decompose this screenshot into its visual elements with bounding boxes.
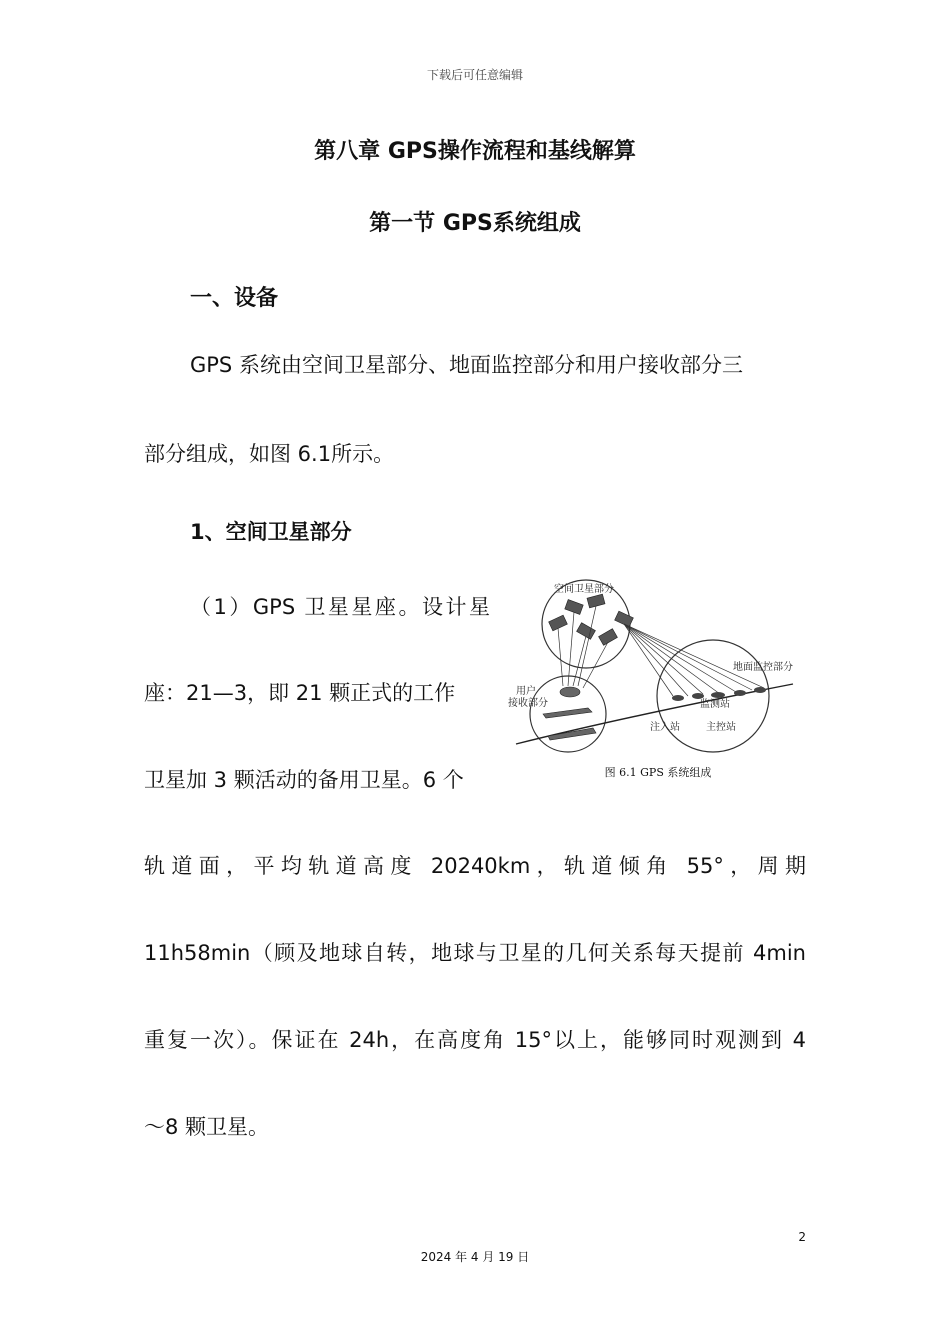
paragraph-line: （1）GPS 卫星星座。设计星 <box>190 595 490 619</box>
paragraph-line: 重复一次）。保证在 24h，在高度角 15°以上，能够同时观测到 4 <box>144 1028 806 1052</box>
paragraph-line: 卫星加 3 颗活动的备用卫星。6 个 <box>144 768 464 792</box>
paragraph-line: 座：21—3，即 21 颗正式的工作 <box>144 681 456 705</box>
paragraph-line: 11h58min（顾及地球自转，地球与卫星的几何关系每天提前 4min <box>144 941 806 965</box>
footer-date: 2024 年 4 月 19 日 <box>420 1250 530 1264</box>
label-master-station: 主控站 <box>706 722 736 733</box>
label-user-2: 接收部分 <box>508 698 548 709</box>
label-space-segment: 空间卫星部分 <box>554 584 614 595</box>
paragraph-line: 轨道面，平均轨道高度 20240km，轨道倾角 55°，周期 <box>144 854 806 878</box>
chapter-title: 第八章 GPS操作流程和基线解算 <box>314 139 636 164</box>
gps-system-figure <box>508 576 808 786</box>
paragraph-line: ～8 颗卫星。 <box>144 1115 270 1139</box>
label-user-1: 用户 <box>516 686 536 697</box>
paragraph-line: GPS 系统由空间卫星部分、地面监控部分和用户接收部分三 <box>190 353 743 377</box>
section-title: 第一节 GPS系统组成 <box>369 211 581 236</box>
label-inject-station: 注入站 <box>650 722 680 733</box>
header-note: 下载后可任意编辑 <box>426 68 523 82</box>
label-ground-segment: 地面监控部分 <box>733 662 793 673</box>
page-number: 2 <box>798 1230 806 1244</box>
heading-equipment: 一、设备 <box>190 286 279 311</box>
figure-caption: 图 6.1 GPS 系统组成 <box>604 766 712 779</box>
heading-space-segment: 1、空间卫星部分 <box>190 520 352 544</box>
label-monitor-station: 监测站 <box>700 699 730 710</box>
paragraph-line: 部分组成，如图 6.1所示。 <box>144 442 395 466</box>
